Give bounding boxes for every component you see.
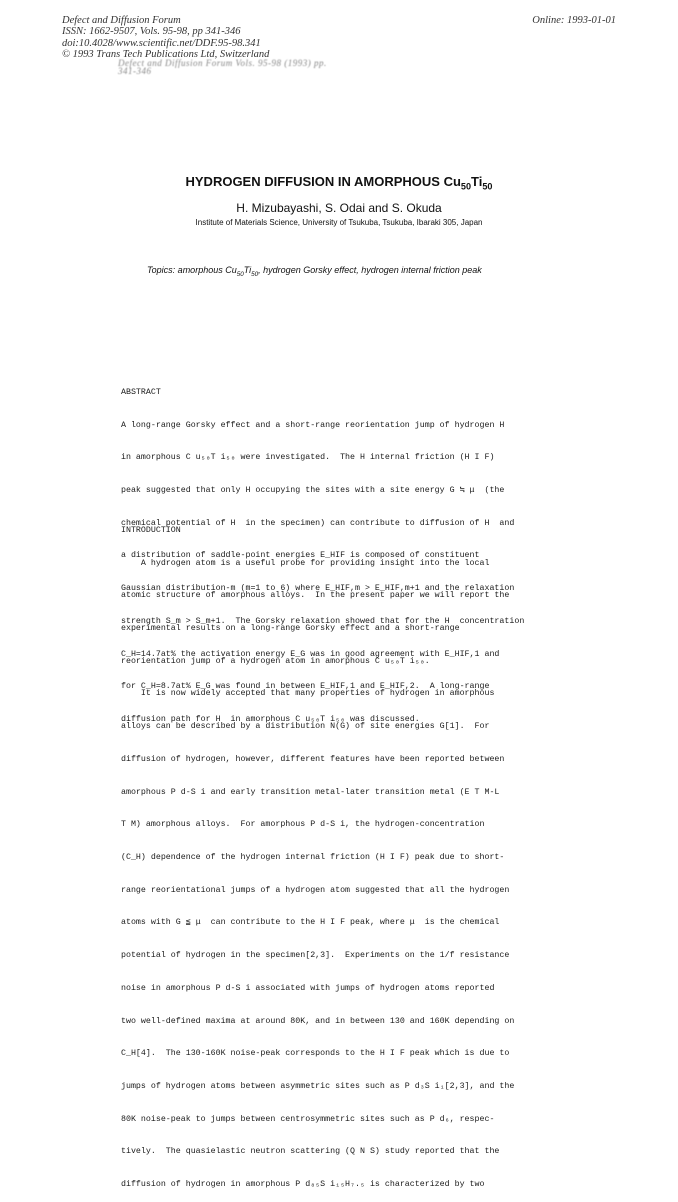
intro-line: diffusion of hydrogen, however, different features have been reported between bbox=[121, 754, 505, 764]
abstract-line: in amorphous C u₅₀T i₅₀ were investigated. The H internal friction (H I F) bbox=[121, 453, 495, 463]
title-main: HYDROGEN DIFFUSION IN AMORPHOUS Cu bbox=[185, 174, 461, 189]
intro-line: amorphous P d-S i and early transition metal-later transition metal (E T M-L bbox=[121, 787, 500, 797]
journal-header bbox=[62, 15, 269, 61]
introduction-section bbox=[121, 504, 561, 1202]
intro-line: T M) amorphous alloys. For amorphous P d-S i, the hydrogen-concentration bbox=[121, 820, 485, 830]
intro-line: (C_H) dependence of the hydrogen internal friction (H I F) peak due to short- bbox=[121, 853, 505, 862]
authors: H. Mizubayashi, S. Odai and S. Okuda bbox=[236, 201, 442, 215]
intro-line: 80K noise-peak to jumps between centrosymmetric sites such as P d₆, respec- bbox=[121, 1114, 495, 1124]
topics-sub-2: 50 bbox=[251, 270, 259, 278]
scanned-running-header: Defect and Diffusion Forum Vols. 95-98 (1993) pp. 341-346 bbox=[118, 58, 327, 76]
topics-rest: , hydrogen Gorsky effect, hydrogen internal friction peak bbox=[258, 265, 482, 275]
doi-link[interactable]: doi:10.4028/www.scientific.net/DDF.95-98.341 bbox=[62, 37, 261, 49]
abstract-line: A long-range Gorsky effect and a short-range reorientation jump of hydrogen H bbox=[121, 420, 505, 430]
intro-line: range reorientational jumps of a hydrogen atom suggested that all the hydrogen bbox=[121, 885, 510, 895]
title-sub-1: 50 bbox=[460, 181, 472, 192]
abstract-line: C_H=14.7at% the activation energy E_G was in good agreement with E_HIF,1 and bbox=[121, 649, 500, 659]
intro-line: alloys can be described by a distribution N(G) of site energies G[1]. For bbox=[121, 722, 490, 732]
abstract-line: Gaussian distribution-m (m=1 to 6) where E_HIF,m > E_HIF,m+1 and the relaxation bbox=[121, 584, 515, 594]
intro-line: It is now widely accepted that many properties of hydrogen in amorphous bbox=[121, 689, 495, 699]
issn-line: ISSN: 1662-9507, Vols. 95-98, pp 341-346 bbox=[62, 26, 241, 38]
topics-sub-1: 50 bbox=[236, 270, 244, 278]
journal-name: Defect and Diffusion Forum bbox=[62, 15, 181, 26]
intro-line: experimental results on a long-range Gorsky effect and a short-range bbox=[121, 623, 460, 633]
intro-line: potential of hydrogen in the specimen[2,3]. Experiments on the 1/f resistance bbox=[121, 951, 510, 961]
intro-line: jumps of hydrogen atoms between asymmetric sites such as P d₃S i₁[2,3], and the bbox=[121, 1082, 515, 1092]
intro-line: tively. The quasielastic neutron scattering (Q N S) study reported that the bbox=[121, 1147, 500, 1157]
topics-mid: Ti bbox=[243, 265, 252, 275]
title-mid: Ti bbox=[471, 174, 483, 189]
abstract-line: strength S_m > S_m+1. The Gorsky relaxation showed that for the H concentration bbox=[121, 616, 525, 626]
intro-line: reorientation jump of a hydrogen atom in amorphous C u₅₀T i₅₀. bbox=[121, 656, 430, 666]
title-sub-2: 50 bbox=[482, 181, 493, 192]
abstract-line: diffusion path for H in amorphous C u₅₀T i₅₀ was discussed. bbox=[121, 715, 420, 724]
abstract-line: peak suggested that only H occupying the sites with a site energy G ≒ μ (the bbox=[121, 485, 505, 495]
intro-line: two well-defined maxima at around 80K, and in between 130 and 160K depending on bbox=[121, 1016, 515, 1026]
copyright-line: © 1993 Trans Tech Publications Ltd, Switzerland bbox=[62, 49, 270, 61]
abstract-heading: ABSTRACT bbox=[121, 387, 161, 397]
online-date: Online: 1993-01-01 bbox=[532, 15, 616, 26]
abstract-line: a distribution of saddle-point energies E_HIF is composed of constituent bbox=[121, 551, 480, 561]
intro-line: diffusion of hydrogen in amorphous P d₈₅S i₁₅H₇.₅ is characterized by two bbox=[121, 1180, 485, 1190]
intro-line: noise in amorphous P d-S i associated with jumps of hydrogen atoms reported bbox=[121, 983, 495, 993]
abstract-line: for C_H=8.7at% E_G was found in between E_HIF,1 and E_HIF,2. A long-range bbox=[121, 682, 490, 692]
introduction-heading: INTRODUCTION bbox=[121, 525, 181, 535]
intro-line: atoms with G ≦ μ can contribute to the H I F peak, where μ is the chemical bbox=[121, 918, 500, 928]
topics-prefix: Topics: amorphous Cu bbox=[147, 265, 237, 275]
intro-line: C_H[4]. The 130-160K noise-peak corresponds to the H I F peak which is due to bbox=[121, 1049, 510, 1059]
abstract-line: chemical potential of H in the specimen) can contribute to diffusion of H and bbox=[121, 518, 515, 528]
intro-line: A hydrogen atom is a useful probe for providing insight into the local bbox=[121, 558, 490, 568]
intro-line: atomic structure of amorphous alloys. In the present paper we will report the bbox=[121, 591, 510, 601]
paper-title bbox=[0, 174, 678, 192]
topics bbox=[147, 265, 567, 278]
affiliation: Institute of Materials Science, University of Tsukuba, Tsukuba, Ibaraki 305, Japan bbox=[195, 218, 483, 227]
